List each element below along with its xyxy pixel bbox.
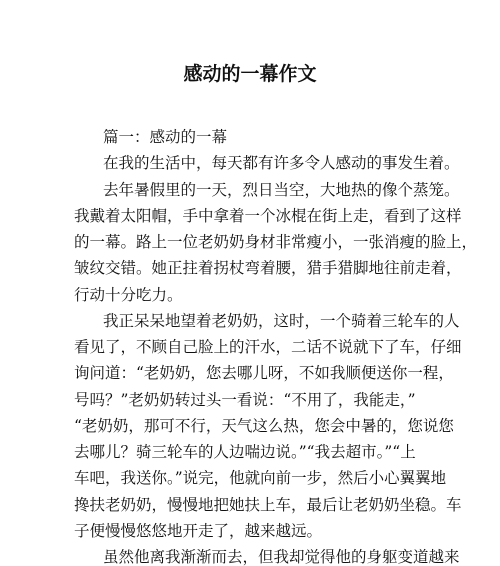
paragraph-line: 行动十分吃力。 [74, 286, 183, 304]
paragraph-line: 的一幕。路上一位老奶奶身材非常瘦小，一张消瘦的脸上， [74, 233, 478, 251]
paragraph-line: 子便慢慢悠悠地开走了，越来越远。 [74, 522, 323, 540]
paragraph-line: 篇一：感动的一幕 [103, 128, 228, 146]
paragraph-line: 我正呆呆地望着老奶奶，这时，一个骑着三轮车的人 [103, 312, 460, 330]
paragraph-line: 皱纹交错。她正拄着拐杖弯着腰，猎手猎脚地往前走着， [74, 259, 462, 277]
paragraph-line: 去哪儿？骑三轮车的人边喘边说。”“我去超市。”“上 [74, 443, 416, 461]
paragraph-line: 我戴着太阳帽，手中拿着一个冰棍在街上走，看到了这样 [74, 207, 462, 225]
paragraph-line: 询问道：“老奶奶，您去哪儿呀，不如我顺便送你一程， [74, 364, 454, 382]
paragraph-line: 虽然他离我渐渐而去，但我却觉得他的身躯变道越来 [103, 548, 460, 566]
paragraph-line: 搀扶老奶奶，慢慢地把她扶上车，最后让老奶奶坐稳。车 [74, 496, 462, 514]
paragraph-line: 在我的生活中，每天都有许多令人感动的事发生着。 [103, 154, 460, 172]
paragraph-line: 去年暑假里的一天，烈日当空，大地热的像个蒸笼。 [103, 181, 460, 199]
paragraph-line: 看见了，不顾自己脸上的汗水，二话不说就下了车，仔细 [74, 338, 462, 356]
paragraph-line: 号吗？”老奶奶转过头一看说：“不用了，我能走，” [74, 391, 416, 409]
paragraph-line: 车吧，我送你。”说完，他就向前一步，然后小心翼翼地 [74, 469, 447, 487]
paragraph-line: “老奶奶，那可不行，天气这么热，您会中暑的，您说您 [74, 417, 454, 435]
document-title: 感动的一幕作文 [183, 63, 317, 85]
